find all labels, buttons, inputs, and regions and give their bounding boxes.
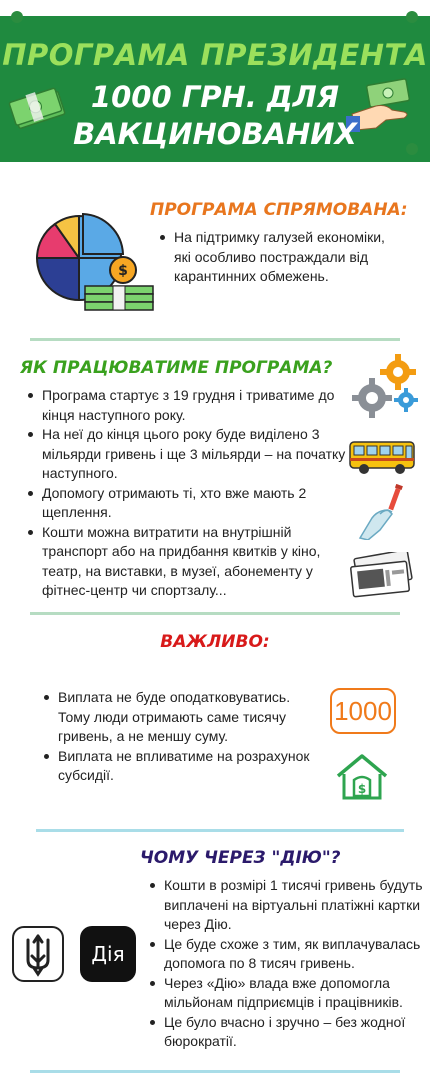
list-item: Допомогу отримають ті, хто вже мають 2 щеплення. [26, 484, 348, 523]
ukraine-trident-icon [12, 926, 64, 982]
how-it-works-list [26, 386, 348, 601]
list-item: На неї до кінця цього року буде виділено 3 мільярди гривень і ще 3 мільярди – на початку наступного. [26, 425, 348, 484]
diia-app-icon [80, 926, 136, 982]
section-title-important: ВАЖЛИВО: [160, 632, 270, 652]
list-item: Це було вчасно і зручно – без жодної бюрократії. [148, 1013, 426, 1052]
amount-1000-text: 1000 [334, 695, 392, 726]
decor-dot [11, 11, 23, 23]
program-aim-list [158, 228, 398, 287]
header-title-line1: ПРОГРАМА ПРЕЗИДЕНТА [2, 38, 428, 72]
list-item: На підтримку галузей економіки, які особливо постраждали від карантинних обмежень. [158, 228, 398, 287]
list-item: Кошти в розмірі 1 тисячі гривень будуть виплачені на віртуальні платіжні картки через Дію. [148, 876, 426, 935]
diia-app-label: Дія [91, 942, 125, 966]
why-diia-list [148, 876, 426, 1052]
list-item: Програма стартує з 19 грудня і триватиме до кінця наступного року. [26, 386, 348, 425]
section-title-how-it-works: ЯК ПРАЦЮВАТИМЕ ПРОГРАМА? [20, 358, 333, 378]
section-divider [30, 612, 400, 615]
bus-icon [348, 438, 418, 476]
list-item: Це буде схоже з тим, як виплачувалась допомога по 8 тисяч гривень. [148, 935, 426, 974]
vaccine-syringe-icon [358, 484, 408, 540]
header-title-line2: 1000 ГРН. ДЛЯ [90, 80, 340, 114]
section-divider [36, 829, 404, 832]
header-title-line3: ВАКЦИНОВАНИХ [73, 117, 357, 151]
section-divider [30, 338, 400, 341]
list-item: Виплата не буде оподатковуватись. Тому люди отримають саме тисячу гривень, а не меншу суму. [42, 688, 312, 747]
header-banner [0, 0, 430, 162]
amount-1000-badge [330, 688, 396, 734]
list-item: Виплата не впливатиме на розрахунок субсидії. [42, 747, 312, 786]
list-item: Через «Дію» влада вже допомогла мільйонам підприємців і працівників. [148, 974, 426, 1013]
decor-dot [406, 11, 418, 23]
pie-chart-money-icon [33, 212, 157, 312]
svg-text:$: $ [118, 263, 128, 279]
tickets-icon [348, 552, 414, 598]
important-list [42, 688, 312, 786]
house-money-icon [334, 752, 390, 802]
section-title-program-aim: ПРОГРАМА СПРЯМОВАНА: [150, 200, 408, 220]
section-divider [30, 1070, 400, 1073]
svg-text:$: $ [357, 782, 367, 796]
list-item: Кошти можна витратити на внутрішній транспорт або на придбання квитків у кіно, театр, на виставки, в музеї, абонементу у фітнес-центр чи спортзалу... [26, 523, 348, 601]
section-title-why-diia: ЧОМУ ЧЕРЕЗ "ДІЮ"? [140, 848, 341, 868]
gears-icon [348, 352, 420, 418]
